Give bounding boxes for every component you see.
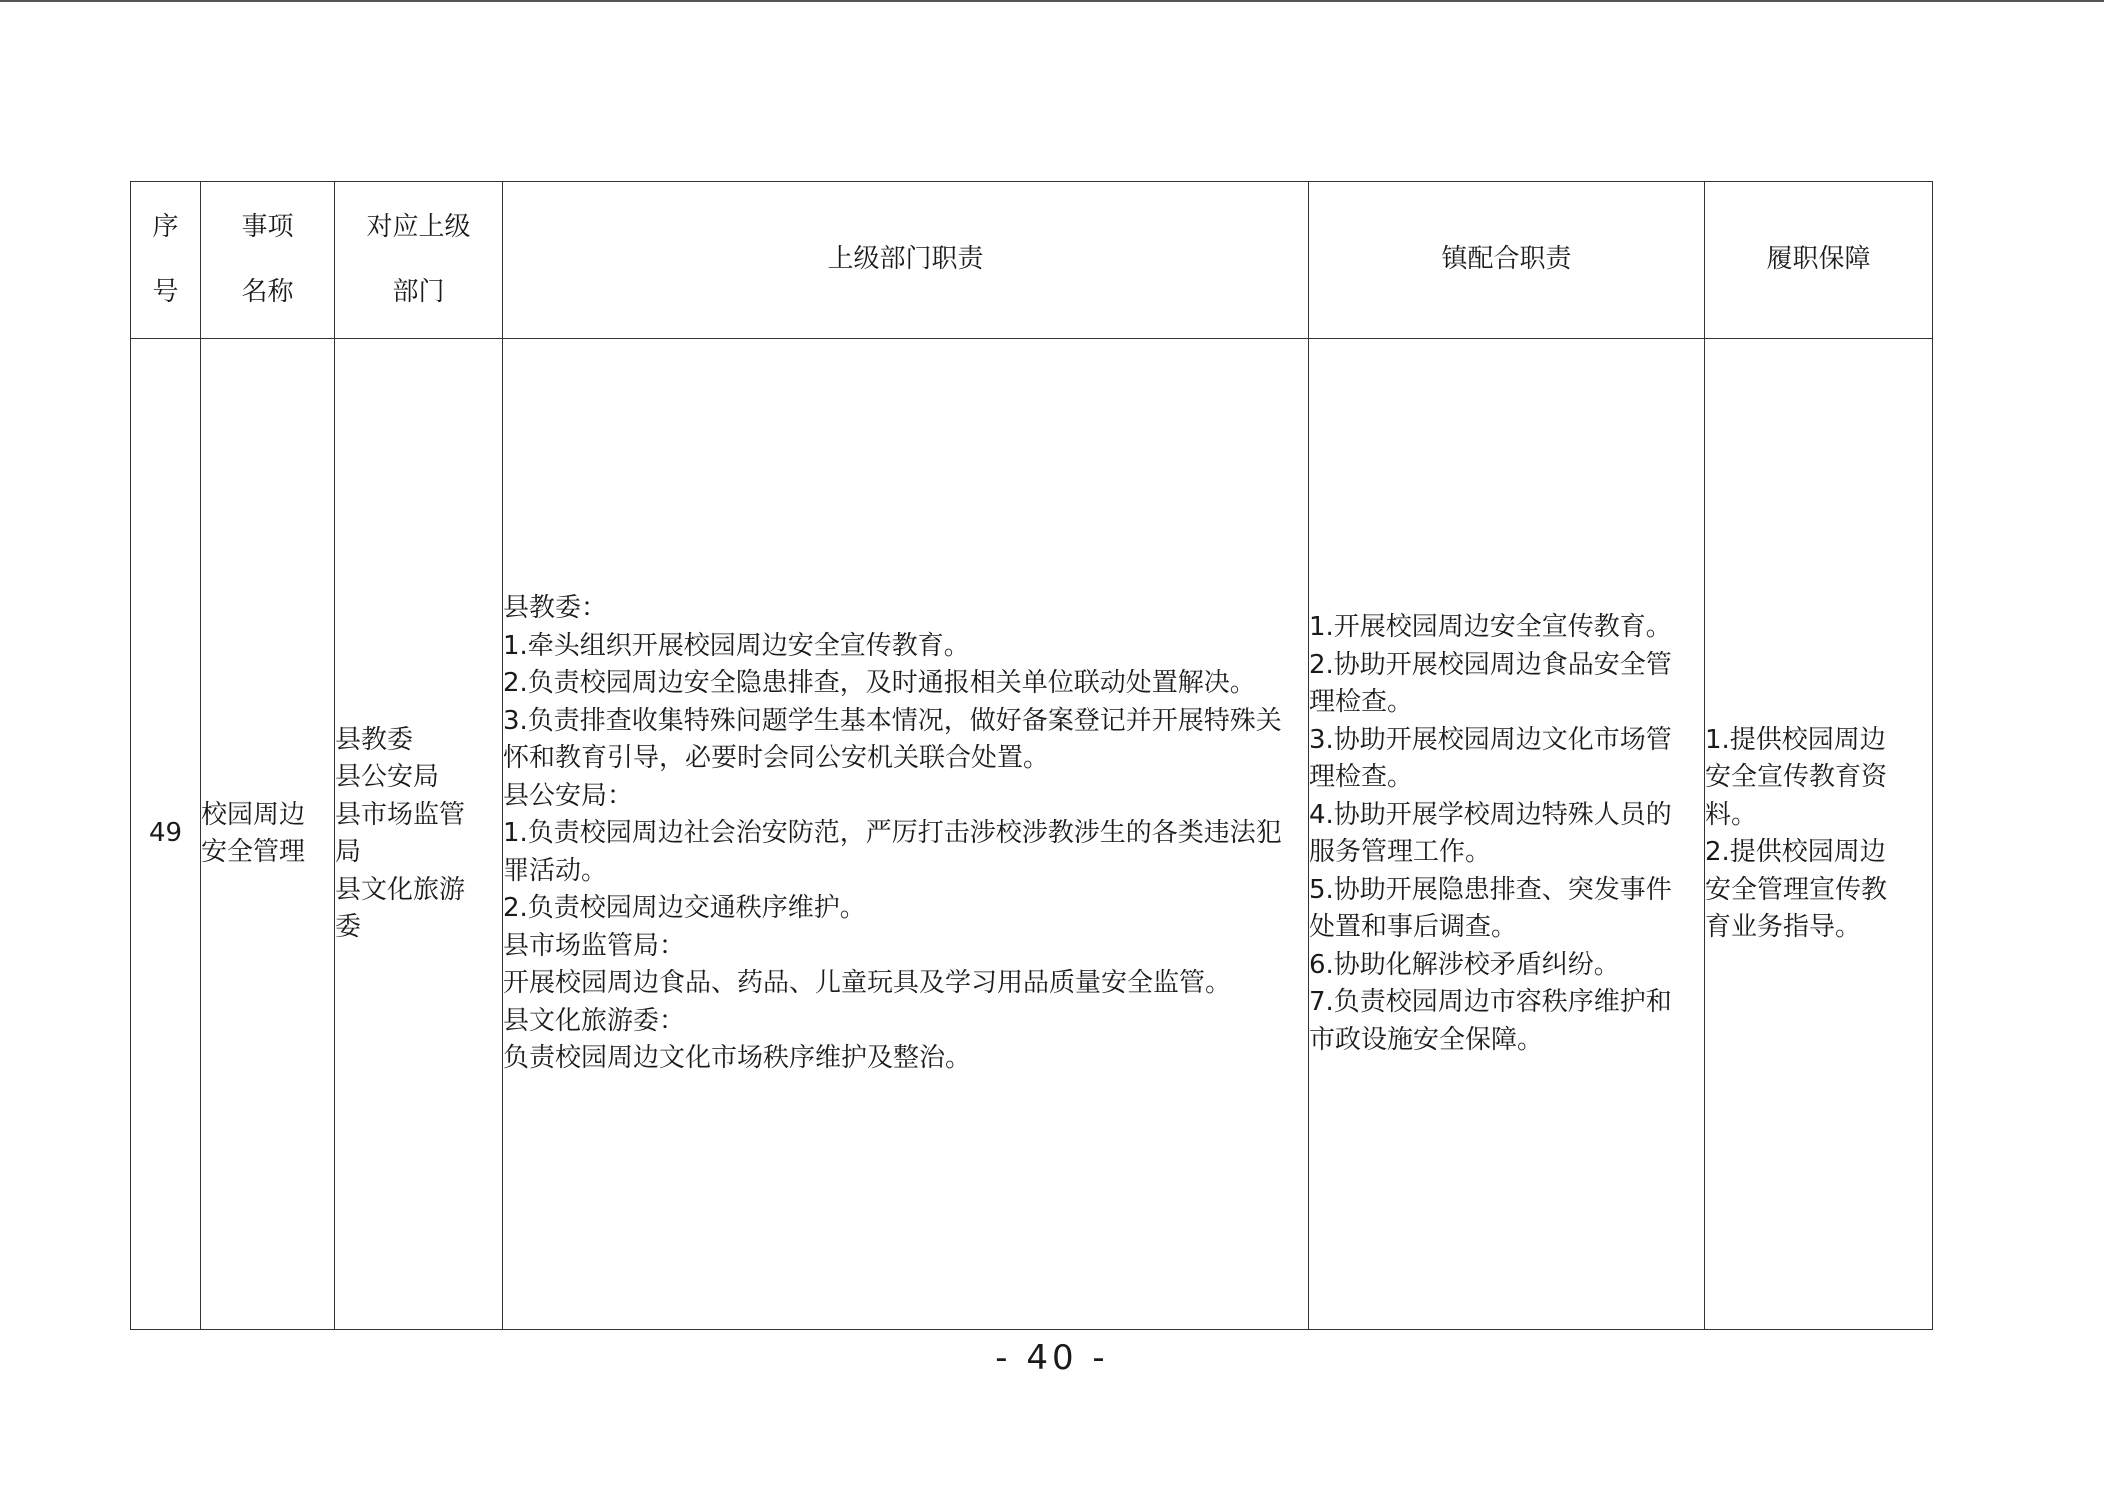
page-number: - 40 - (995, 1338, 1109, 1378)
header-item-name (201, 182, 335, 339)
header-dept-line-2: 部门 (392, 276, 445, 307)
upper-duty-line: 3.负责排查收集特殊问题学生基本情况，做好备案登记并开展特殊关 (503, 705, 1282, 736)
header-item-line-1: 事项 (241, 212, 294, 242)
upper-duty-line: 1.牵头组织开展校园周边安全宣传教育。 (503, 630, 970, 661)
duty-table (130, 181, 1933, 1330)
item-line: 安全管理 (201, 837, 306, 867)
town-duty-line: 2.协助开展校园周边食品安全管 (1309, 649, 1672, 680)
item-line: 校园周边 (201, 799, 306, 830)
dept-line: 县文化旅游 (335, 874, 466, 905)
header-seq (131, 182, 201, 339)
upper-duty-line: 2.负责校园周边安全隐患排查，及时通报相关单位联动处置解决。 (503, 668, 1256, 699)
table-header-row (131, 182, 1933, 339)
row-dept (335, 339, 503, 1330)
dept-line: 县公安局 (335, 762, 440, 792)
town-duty-line: 1.开展校园周边安全宣传教育。 (1309, 612, 1672, 642)
upper-duty-line: 县公安局： (503, 780, 634, 811)
town-duty-line: 5.协助开展隐患排查、突发事件 (1309, 874, 1672, 905)
header-upper-duties: 上级部门职责 (503, 182, 1309, 339)
upper-duty-line: 1.负责校园周边社会治安防范，严厉打击涉校涉教涉生的各类违法犯 (503, 818, 1282, 849)
upper-duty-line: 县文化旅游委： (503, 1005, 686, 1036)
town-duty-line: 7.负责校园周边市容秩序维护和 (1309, 987, 1672, 1017)
header-item-line-2: 名称 (241, 276, 294, 307)
table-row (131, 339, 1933, 1330)
town-duty-line: 3.协助开展校园周边文化市场管 (1309, 724, 1672, 755)
upper-duty-line: 罪活动。 (503, 855, 608, 886)
town-duty-line: 理检查。 (1309, 762, 1414, 792)
header-seq-line-2: 号 (152, 276, 179, 307)
guarantee-line: 1.提供校园周边 (1705, 724, 1886, 755)
upper-duty-line: 2.负责校园周边交通秩序维护。 (503, 893, 866, 924)
row-item-name (201, 339, 335, 1330)
town-duty-line: 理检查。 (1309, 687, 1414, 717)
dept-line: 局 (335, 837, 362, 867)
upper-duty-line: 开展校园周边食品、药品、儿童玩具及学习用品质量安全监管。 (503, 968, 1232, 999)
dept-line: 县市场监管 (335, 799, 466, 830)
town-duty-line: 4.协助开展学校周边特殊人员的 (1309, 799, 1672, 830)
upper-duty-line: 县市场监管局： (503, 930, 686, 961)
row-upper-duties (503, 339, 1309, 1330)
upper-duty-line: 县教委： (503, 593, 608, 624)
upper-duty-line: 怀和教育引导，必要时会同公安机关联合处置。 (503, 743, 1050, 774)
guarantee-line: 安全管理宣传教 (1705, 874, 1888, 905)
town-duty-line: 服务管理工作。 (1309, 837, 1492, 867)
guarantee-line: 安全宣传教育资 (1705, 762, 1888, 792)
header-town-duties: 镇配合职责 (1309, 182, 1705, 339)
page-top-border (0, 0, 2104, 2)
guarantee-line: 育业务指导。 (1705, 912, 1862, 942)
guarantee-line: 2.提供校园周边 (1705, 837, 1886, 867)
header-guarantee: 履职保障 (1705, 182, 1933, 339)
guarantee-line: 料。 (1705, 799, 1758, 830)
header-seq-line-1: 序 (152, 212, 179, 242)
dept-line: 县教委 (335, 724, 414, 755)
row-seq: 49 (131, 339, 201, 1330)
header-dept (335, 182, 503, 339)
town-duty-line: 处置和事后调查。 (1309, 912, 1518, 942)
dept-line: 委 (335, 912, 362, 942)
header-dept-line-1: 对应上级 (366, 212, 471, 242)
row-town-duties (1309, 339, 1705, 1330)
upper-duty-line: 负责校园周边文化市场秩序维护及整治。 (503, 1043, 972, 1074)
town-duty-line: 6.协助化解涉校矛盾纠纷。 (1309, 949, 1620, 980)
town-duty-line: 市政设施安全保障。 (1309, 1024, 1544, 1055)
row-guarantee (1705, 339, 1933, 1330)
